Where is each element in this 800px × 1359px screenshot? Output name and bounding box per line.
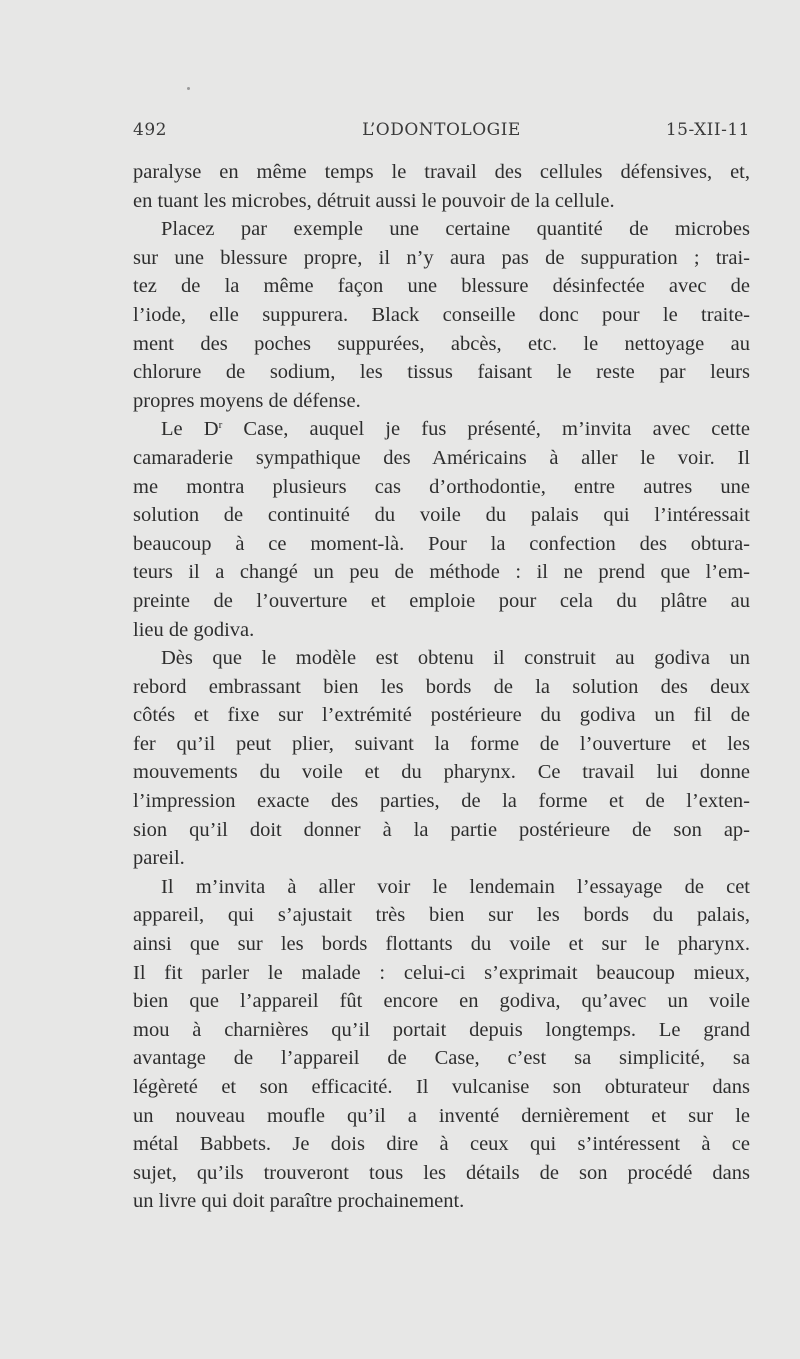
text-line: un livre qui doit paraître prochainement.	[133, 1190, 465, 1213]
text-line: solution de continuité du voile du palais qui l’intéressait	[133, 504, 750, 527]
text-line: beaucoup à ce moment-là. Pour la confection des obtura-	[133, 532, 750, 555]
text-line: me montra plusieurs cas d’orthodontie, entre autres une	[133, 475, 750, 498]
text-line: appareil, qui s’ajustait très bien sur les bords du palais,	[133, 904, 750, 927]
text-line: mouvements du voile et du pharynx. Ce travail lui donne	[133, 761, 750, 784]
text-line: en tuant les microbes, détruit aussi le pouvoir de la cellule.	[133, 189, 615, 212]
text-line: Il m’invita à aller voir le lendemain l’essayage de cet	[161, 875, 750, 898]
text-line: Dès que le modèle est obtenu il construit au godiva un	[161, 647, 750, 670]
text-line: bien que l’appareil fût encore en godiva, qu’avec un voile	[133, 990, 750, 1013]
text-line: sur une blessure propre, il n’y aura pas de suppuration ; trai-	[133, 246, 750, 269]
text-line: preinte de l’ouverture et emploie pour cela du plâtre au	[133, 589, 750, 612]
text-line: lieu de godiva.	[133, 618, 255, 641]
text-line: Il fit parler le malade : celui-ci s’exprimait beaucoup mieux,	[133, 961, 750, 984]
text-line: ainsi que sur les bords flottants du voile et sur le pharynx.	[133, 933, 750, 956]
paragraph	[133, 644, 750, 873]
text-line: paralyse en même temps le travail des cellules défensives, et,	[133, 161, 750, 183]
text-line: mou à charnières qu’il portait depuis longtemps. Le grand	[133, 1018, 750, 1041]
paragraph	[133, 415, 750, 644]
page-number: 492	[133, 120, 167, 140]
text-line: légèreté et son efficacité. Il vulcanise son obturateur dans	[133, 1076, 750, 1098]
text-line: rebord embrassant bien les bords de la solution des deux	[133, 675, 750, 698]
text-line: propres moyens de défense.	[133, 389, 361, 412]
text-line: ment des poches suppurées, abcès, etc. le nettoyage au	[133, 332, 750, 355]
doctor-abbrev: Le D	[161, 418, 219, 441]
ink-speck	[187, 87, 190, 90]
text-line: camaraderie sympathique des Américains à aller le voir. Il	[133, 446, 750, 469]
text-line: Placez par exemple une certaine quantité de microbes	[161, 218, 750, 241]
text-line: avantage de l’appareil de Case, c’est sa simplicité, sa	[133, 1047, 750, 1070]
journal-title: L’ODONTOLOGIE	[362, 120, 521, 140]
text-line: fer qu’il peut plier, suivant la forme de l’ouverture et les	[133, 732, 750, 755]
text-line: l’impression exacte des parties, de la forme et de l’exten-	[133, 790, 750, 813]
text-line: côtés et fixe sur l’extrémité postérieure du godiva un fil de	[133, 704, 750, 727]
text-line: sion qu’il doit donner à la partie postérieure de son ap-	[133, 818, 750, 841]
superscript: r	[218, 419, 223, 432]
paragraph	[133, 873, 750, 1216]
text-line: l’iode, elle suppurera. Black conseille donc pour le traite-	[133, 303, 750, 326]
text-line: pareil.	[133, 847, 185, 870]
text-line: chlorure de sodium, les tissus faisant le reste par leurs	[133, 361, 750, 384]
issue-date: 15-XII-11	[665, 120, 750, 140]
running-header	[133, 120, 750, 150]
text-line	[133, 415, 750, 444]
text-line: teurs il a changé un peu de méthode : il ne prend que l’em-	[133, 561, 750, 584]
text-line: tez de la même façon une blessure désinfectée avec de	[133, 275, 750, 298]
article-body	[133, 158, 750, 1216]
text-line: métal Babbets. Je dois dire à ceux qui s’intéressent à ce	[133, 1133, 750, 1156]
text-line-rest: Case, auquel je fus présenté, m’invita avec cette	[222, 418, 750, 441]
paragraph	[133, 215, 750, 415]
text-line: un nouveau moufle qu’il a inventé dernièrement et sur le	[133, 1104, 750, 1127]
paragraph	[133, 158, 750, 215]
text-line: sujet, qu’ils trouveront tous les détails de son procédé dans	[133, 1161, 750, 1184]
